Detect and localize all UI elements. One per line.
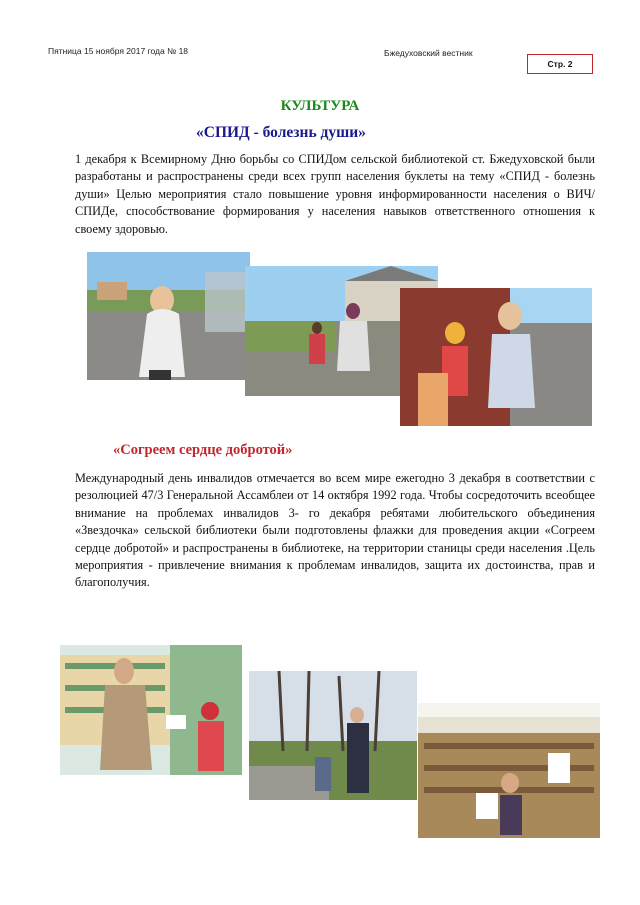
- page-number: Стр. 2: [547, 59, 573, 69]
- article1-text: 1 декабря к Всемирному Дню борьбы со СПИДом сельской библиотекой ст. Бжедуховской были разработаны и распространены среди всех групп населения буклеты на тему «СПИД - болезнь души» Целью мероприятия стало повышение уровня информированности населения о ВИЧ/СПИДе, способствование формирования у населения навыков ответственного отношения к своему здоровью.: [75, 152, 595, 236]
- photo-library-flag: [418, 703, 600, 838]
- article2-text: Международный день инвалидов отмечается во всем мире ежегодно 3 декабря в соответствии с резолюцией 47/3 Генеральной Ассамблеи от 14 октября 1992 года. Чтобы сосредоточить всеобщее внимание на проблемах инвалидов 3- го декабря ребятами любительского объединения «Звездочка» сельской библиотеки были подготовлены флажки для проведения акции «Согреем сердце добротой» и распространены в библиотеке, на территории станицы среди населения .Цель мероприятия - привлечение внимания к проблемам инвалидов, защита их достоинства, прав и благополучия.: [75, 471, 595, 590]
- article2-title: «Согреем сердце добротой»: [113, 442, 293, 458]
- page-number-box: [527, 54, 593, 74]
- issue-date: Пятница 15 ноября 2017 года № 18: [48, 46, 189, 56]
- newspaper-name: Бжедуховский вестник: [384, 48, 473, 58]
- photo-park-flag: [249, 671, 417, 800]
- article1-title: «СПИД - болезнь души»: [196, 124, 366, 141]
- photo-girls-booklet: [400, 288, 592, 426]
- photo-shop-flag: [60, 645, 242, 775]
- section-title: КУЛЬТУРА: [280, 98, 360, 114]
- photo-woman-street: [87, 252, 250, 380]
